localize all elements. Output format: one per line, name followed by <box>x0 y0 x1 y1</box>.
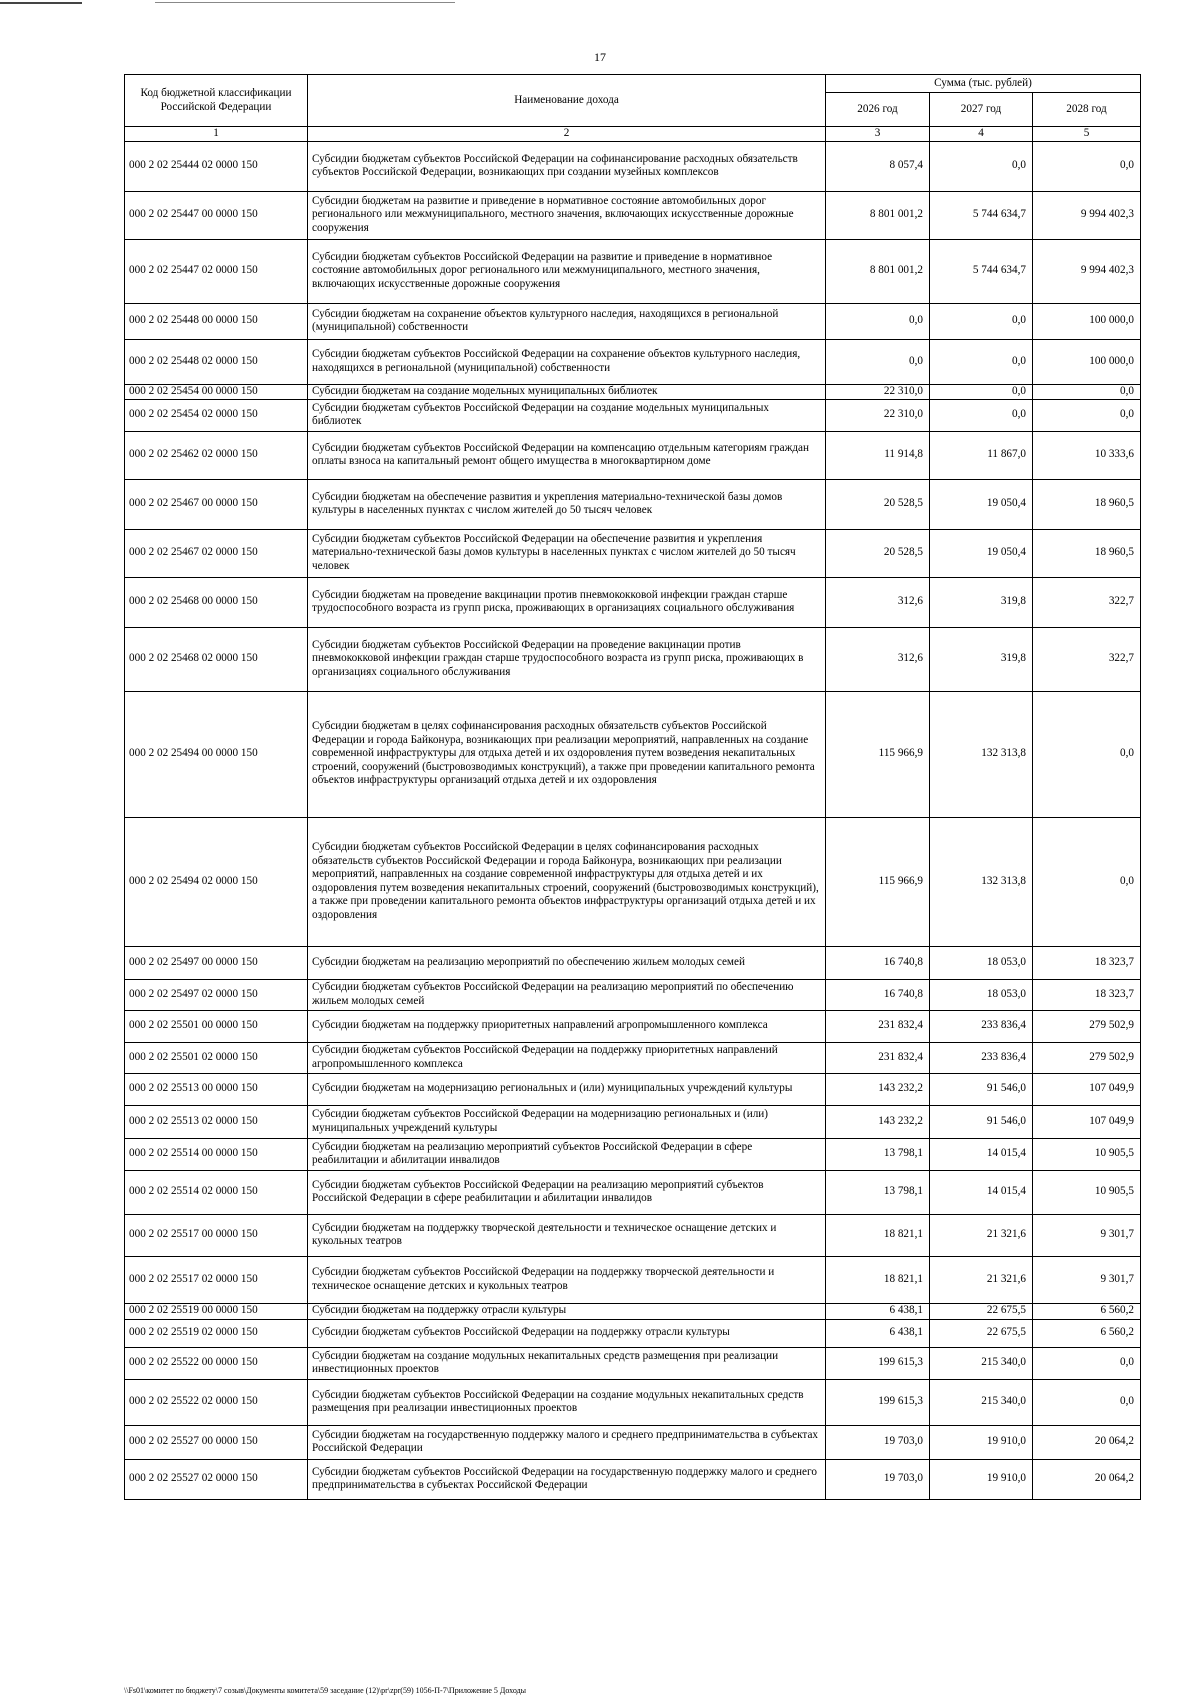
header-year-2028: 2028 год <box>1033 93 1141 127</box>
table-row <box>125 1379 1141 1425</box>
value-2028-cell: 100 000,0 <box>1033 339 1141 384</box>
name-cell: Субсидии бюджетам субъектов Российской Федерации на сохранение объектов культурного наследия, находящихся в региональной (муниципальной) собственности <box>308 339 826 384</box>
code-cell: 000 2 02 25514 00 0000 150 <box>125 1138 308 1170</box>
scan-artifact-top-2 <box>155 2 455 3</box>
value-2028-cell: 10 905,5 <box>1033 1170 1141 1214</box>
code-cell: 000 2 02 25519 02 0000 150 <box>125 1319 308 1347</box>
value-2026-cell: 0,0 <box>826 303 930 339</box>
table-row <box>125 627 1141 691</box>
code-cell: 000 2 02 25462 02 0000 150 <box>125 431 308 479</box>
table-row <box>125 1319 1141 1347</box>
value-2027-cell: 233 836,4 <box>930 1010 1033 1042</box>
value-2027-cell: 19 050,4 <box>930 529 1033 577</box>
name-cell: Субсидии бюджетам субъектов Российской Федерации на создание модульных некапитальных средств размещения при реализации инвестиционных проектов <box>308 1379 826 1425</box>
value-2026-cell: 16 740,8 <box>826 979 930 1010</box>
name-cell: Субсидии бюджетам на создание модульных некапитальных средств размещения при реализации инвестиционных проектов <box>308 1347 826 1379</box>
value-2028-cell: 0,0 <box>1033 1379 1141 1425</box>
value-2026-cell: 231 832,4 <box>826 1010 930 1042</box>
header-year-2026: 2026 год <box>826 93 930 127</box>
code-cell: 000 2 02 25501 00 0000 150 <box>125 1010 308 1042</box>
value-2026-cell: 11 914,8 <box>826 431 930 479</box>
name-cell: Субсидии бюджетам субъектов Российской Федерации на модернизацию региональных и (или) муниципальных учреждений культуры <box>308 1105 826 1138</box>
table-row <box>125 1425 1141 1459</box>
code-cell: 000 2 02 25497 00 0000 150 <box>125 946 308 979</box>
value-2028-cell: 18 323,7 <box>1033 979 1141 1010</box>
value-2026-cell: 13 798,1 <box>826 1138 930 1170</box>
code-cell: 000 2 02 25522 02 0000 150 <box>125 1379 308 1425</box>
value-2027-cell: 91 546,0 <box>930 1073 1033 1105</box>
value-2028-cell: 10 905,5 <box>1033 1138 1141 1170</box>
table-row <box>125 691 1141 817</box>
table-row <box>125 1042 1141 1073</box>
value-2028-cell: 9 994 402,3 <box>1033 191 1141 239</box>
name-cell: Субсидии бюджетам на реализацию мероприятий субъектов Российской Федерации в сфере реабилитации и абилитации инвалидов <box>308 1138 826 1170</box>
name-cell: Субсидии бюджетам субъектов Российской Федерации на поддержку отрасли культуры <box>308 1319 826 1347</box>
value-2026-cell: 6 438,1 <box>826 1319 930 1347</box>
table-row <box>125 577 1141 627</box>
table-row <box>125 339 1141 384</box>
name-cell: Субсидии бюджетам субъектов Российской Федерации на проведение вакцинации против пневмококковой инфекции граждан старше трудоспособного возраста из групп риска, проживающих в организациях социального обслуживания <box>308 627 826 691</box>
code-cell: 000 2 02 25522 00 0000 150 <box>125 1347 308 1379</box>
header-year-2027: 2027 год <box>930 93 1033 127</box>
code-cell: 000 2 02 25468 02 0000 150 <box>125 627 308 691</box>
page-number: 17 <box>594 50 606 64</box>
value-2028-cell: 322,7 <box>1033 577 1141 627</box>
value-2026-cell: 19 703,0 <box>826 1459 930 1499</box>
value-2027-cell: 132 313,8 <box>930 817 1033 946</box>
table-row <box>125 1138 1141 1170</box>
value-2027-cell: 132 313,8 <box>930 691 1033 817</box>
value-2027-cell: 21 321,6 <box>930 1256 1033 1303</box>
code-cell: 000 2 02 25468 00 0000 150 <box>125 577 308 627</box>
table-row <box>125 817 1141 946</box>
header-code: Код бюджетной классификации Российской Федерации <box>125 75 308 127</box>
table-row <box>125 239 1141 303</box>
table-row <box>125 1170 1141 1214</box>
table-row <box>125 1073 1141 1105</box>
name-cell: Субсидии бюджетам на модернизацию региональных и (или) муниципальных учреждений культуры <box>308 1073 826 1105</box>
code-cell: 000 2 02 25501 02 0000 150 <box>125 1042 308 1073</box>
name-cell: Субсидии бюджетам на сохранение объектов культурного наследия, находящихся в региональной (муниципальной) собственности <box>308 303 826 339</box>
column-number: 2 <box>308 127 826 142</box>
value-2027-cell: 5 744 634,7 <box>930 191 1033 239</box>
value-2027-cell: 22 675,5 <box>930 1319 1033 1347</box>
value-2026-cell: 18 821,1 <box>826 1256 930 1303</box>
value-2028-cell: 6 560,2 <box>1033 1303 1141 1319</box>
code-cell: 000 2 02 25467 02 0000 150 <box>125 529 308 577</box>
code-cell: 000 2 02 25467 00 0000 150 <box>125 479 308 529</box>
name-cell: Субсидии бюджетам на государственную поддержку малого и среднего предпринимательства в субъектах Российской Федерации <box>308 1425 826 1459</box>
header-sum: Сумма (тыс. рублей) <box>826 75 1141 93</box>
table-row <box>125 431 1141 479</box>
value-2026-cell: 8 057,4 <box>826 141 930 191</box>
header-name: Наименование дохода <box>308 75 826 127</box>
code-cell: 000 2 02 25513 02 0000 150 <box>125 1105 308 1138</box>
value-2027-cell: 0,0 <box>930 303 1033 339</box>
name-cell: Субсидии бюджетам на реализацию мероприятий по обеспечению жильем молодых семей <box>308 946 826 979</box>
table-row <box>125 1303 1141 1319</box>
value-2026-cell: 20 528,5 <box>826 479 930 529</box>
value-2028-cell: 0,0 <box>1033 384 1141 399</box>
value-2026-cell: 18 821,1 <box>826 1214 930 1256</box>
value-2028-cell: 9 301,7 <box>1033 1256 1141 1303</box>
code-cell: 000 2 02 25494 00 0000 150 <box>125 691 308 817</box>
value-2027-cell: 215 340,0 <box>930 1379 1033 1425</box>
column-number: 5 <box>1033 127 1141 142</box>
value-2027-cell: 319,8 <box>930 577 1033 627</box>
value-2026-cell: 115 966,9 <box>826 691 930 817</box>
value-2027-cell: 22 675,5 <box>930 1303 1033 1319</box>
value-2026-cell: 22 310,0 <box>826 399 930 431</box>
table-row <box>125 1256 1141 1303</box>
value-2026-cell: 8 801 001,2 <box>826 239 930 303</box>
code-cell: 000 2 02 25494 02 0000 150 <box>125 817 308 946</box>
name-cell: Субсидии бюджетам на поддержку отрасли культуры <box>308 1303 826 1319</box>
name-cell: Субсидии бюджетам в целях софинансирования расходных обязательств субъектов Российской Федерации и города Байконура, возникающих при реализации мероприятий, направленных на создание современной инфраструктуры для отдыха детей и их оздоровления путем возведения некапитальных строений, сооружений (быстровозводимых конструкций), а также при проведении капитального ремонта объектов инфраструктуры организаций отдыха детей и их оздоровления <box>308 691 826 817</box>
table-row <box>125 979 1141 1010</box>
code-cell: 000 2 02 25517 00 0000 150 <box>125 1214 308 1256</box>
code-cell: 000 2 02 25497 02 0000 150 <box>125 979 308 1010</box>
value-2026-cell: 143 232,2 <box>826 1073 930 1105</box>
value-2027-cell: 0,0 <box>930 339 1033 384</box>
table-row <box>125 479 1141 529</box>
table-row <box>125 191 1141 239</box>
value-2027-cell: 215 340,0 <box>930 1347 1033 1379</box>
value-2028-cell: 279 502,9 <box>1033 1042 1141 1073</box>
code-cell: 000 2 02 25513 00 0000 150 <box>125 1073 308 1105</box>
name-cell: Субсидии бюджетам на создание модельных муниципальных библиотек <box>308 384 826 399</box>
column-number: 3 <box>826 127 930 142</box>
name-cell: Субсидии бюджетам на поддержку приоритетных направлений агропромышленного комплекса <box>308 1010 826 1042</box>
value-2026-cell: 8 801 001,2 <box>826 191 930 239</box>
code-cell: 000 2 02 25454 02 0000 150 <box>125 399 308 431</box>
value-2028-cell: 20 064,2 <box>1033 1425 1141 1459</box>
code-cell: 000 2 02 25517 02 0000 150 <box>125 1256 308 1303</box>
value-2027-cell: 5 744 634,7 <box>930 239 1033 303</box>
name-cell: Субсидии бюджетам субъектов Российской Федерации на софинансирование расходных обязательств субъектов Российской Федерации, возникающих при создании музейных комплексов <box>308 141 826 191</box>
code-cell: 000 2 02 25447 00 0000 150 <box>125 191 308 239</box>
code-cell: 000 2 02 25444 02 0000 150 <box>125 141 308 191</box>
code-cell: 000 2 02 25448 00 0000 150 <box>125 303 308 339</box>
code-cell: 000 2 02 25527 02 0000 150 <box>125 1459 308 1499</box>
name-cell: Субсидии бюджетам на обеспечение развития и укрепления материально-технической базы домов культуры в населенных пунктах с числом жителей до 50 тысяч человек <box>308 479 826 529</box>
value-2028-cell: 279 502,9 <box>1033 1010 1141 1042</box>
table-row <box>125 1105 1141 1138</box>
name-cell: Субсидии бюджетам субъектов Российской Федерации на реализацию мероприятий по обеспечению жильем молодых семей <box>308 979 826 1010</box>
value-2028-cell: 6 560,2 <box>1033 1319 1141 1347</box>
footer-file-path: \\Fs01\комитет по бюджету\7 созыв\Документы комитета\59 заседание (12)\pr\zpr(59) 1056-П-7\Приложение 5 Доходы <box>124 1686 527 1695</box>
code-cell: 000 2 02 25454 00 0000 150 <box>125 384 308 399</box>
value-2026-cell: 143 232,2 <box>826 1105 930 1138</box>
value-2028-cell: 18 960,5 <box>1033 529 1141 577</box>
value-2026-cell: 16 740,8 <box>826 946 930 979</box>
table-row <box>125 1214 1141 1256</box>
table-row <box>125 399 1141 431</box>
name-cell: Субсидии бюджетам субъектов Российской Федерации на развитие и приведение в нормативное состояние автомобильных дорог регионального или межмуниципального, местного значения, включающих искусственные дорожные сооружения <box>308 239 826 303</box>
value-2028-cell: 0,0 <box>1033 399 1141 431</box>
value-2027-cell: 319,8 <box>930 627 1033 691</box>
value-2026-cell: 199 615,3 <box>826 1347 930 1379</box>
value-2028-cell: 0,0 <box>1033 1347 1141 1379</box>
value-2028-cell: 10 333,6 <box>1033 431 1141 479</box>
value-2027-cell: 19 910,0 <box>930 1459 1033 1499</box>
value-2028-cell: 0,0 <box>1033 691 1141 817</box>
value-2027-cell: 0,0 <box>930 384 1033 399</box>
value-2028-cell: 322,7 <box>1033 627 1141 691</box>
value-2027-cell: 11 867,0 <box>930 431 1033 479</box>
scan-artifact-top <box>0 2 82 4</box>
value-2026-cell: 19 703,0 <box>826 1425 930 1459</box>
value-2028-cell: 18 960,5 <box>1033 479 1141 529</box>
value-2026-cell: 231 832,4 <box>826 1042 930 1073</box>
table-row <box>125 303 1141 339</box>
name-cell: Субсидии бюджетам на развитие и приведение в нормативное состояние автомобильных дорог регионального или межмуниципального, местного значения, включающих искусственные дорожные сооружения <box>308 191 826 239</box>
table-body <box>125 141 1141 1499</box>
value-2027-cell: 19 910,0 <box>930 1425 1033 1459</box>
column-number: 1 <box>125 127 308 142</box>
name-cell: Субсидии бюджетам субъектов Российской Федерации на реализацию мероприятий субъектов Российской Федерации в сфере реабилитации и абилитации инвалидов <box>308 1170 826 1214</box>
value-2027-cell: 233 836,4 <box>930 1042 1033 1073</box>
value-2027-cell: 18 053,0 <box>930 979 1033 1010</box>
value-2026-cell: 312,6 <box>826 627 930 691</box>
column-number: 4 <box>930 127 1033 142</box>
value-2027-cell: 19 050,4 <box>930 479 1033 529</box>
value-2026-cell: 13 798,1 <box>826 1170 930 1214</box>
table-row <box>125 1459 1141 1499</box>
value-2026-cell: 115 966,9 <box>826 817 930 946</box>
table-row <box>125 1347 1141 1379</box>
value-2027-cell: 14 015,4 <box>930 1138 1033 1170</box>
value-2027-cell: 91 546,0 <box>930 1105 1033 1138</box>
name-cell: Субсидии бюджетам субъектов Российской Федерации на обеспечение развития и укрепления материально-технической базы домов культуры в населенных пунктах с числом жителей до 50 тысяч человек <box>308 529 826 577</box>
name-cell: Субсидии бюджетам субъектов Российской Федерации на создание модельных муниципальных библиотек <box>308 399 826 431</box>
table-row <box>125 946 1141 979</box>
value-2028-cell: 20 064,2 <box>1033 1459 1141 1499</box>
value-2027-cell: 18 053,0 <box>930 946 1033 979</box>
value-2028-cell: 107 049,9 <box>1033 1105 1141 1138</box>
code-cell: 000 2 02 25447 02 0000 150 <box>125 239 308 303</box>
table-row <box>125 529 1141 577</box>
value-2026-cell: 22 310,0 <box>826 384 930 399</box>
table-row <box>125 384 1141 399</box>
name-cell: Субсидии бюджетам субъектов Российской Федерации на поддержку приоритетных направлений агропромышленного комплекса <box>308 1042 826 1073</box>
value-2027-cell: 14 015,4 <box>930 1170 1033 1214</box>
value-2027-cell: 0,0 <box>930 399 1033 431</box>
value-2026-cell: 312,6 <box>826 577 930 627</box>
code-cell: 000 2 02 25448 02 0000 150 <box>125 339 308 384</box>
value-2028-cell: 0,0 <box>1033 817 1141 946</box>
revenue-table <box>124 74 1141 1500</box>
value-2028-cell: 9 994 402,3 <box>1033 239 1141 303</box>
code-cell: 000 2 02 25514 02 0000 150 <box>125 1170 308 1214</box>
name-cell: Субсидии бюджетам субъектов Российской Федерации в целях софинансирования расходных обязательств субъектов Российской Федерации и города Байконура, возникающих при реализации мероприятий, направленных на создание современной инфраструктуры для отдыха детей и их оздоровления путем возведения некапитальных строений, сооружений (быстровозводимых конструкций), а также при проведении капитального ремонта объектов инфраструктуры организаций отдыха детей и их оздоровления <box>308 817 826 946</box>
value-2026-cell: 0,0 <box>826 339 930 384</box>
value-2026-cell: 6 438,1 <box>826 1303 930 1319</box>
table-row <box>125 141 1141 191</box>
value-2027-cell: 0,0 <box>930 141 1033 191</box>
name-cell: Субсидии бюджетам субъектов Российской Федерации на государственную поддержку малого и среднего предпринимательства в субъектах Российской Федерации <box>308 1459 826 1499</box>
value-2026-cell: 199 615,3 <box>826 1379 930 1425</box>
name-cell: Субсидии бюджетам субъектов Российской Федерации на поддержку творческой деятельности и техническое оснащение детских и кукольных театров <box>308 1256 826 1303</box>
value-2028-cell: 107 049,9 <box>1033 1073 1141 1105</box>
name-cell: Субсидии бюджетам на поддержку творческой деятельности и техническое оснащение детских и кукольных театров <box>308 1214 826 1256</box>
value-2028-cell: 18 323,7 <box>1033 946 1141 979</box>
value-2028-cell: 9 301,7 <box>1033 1214 1141 1256</box>
value-2028-cell: 0,0 <box>1033 141 1141 191</box>
value-2027-cell: 21 321,6 <box>930 1214 1033 1256</box>
table-row <box>125 1010 1141 1042</box>
name-cell: Субсидии бюджетам на проведение вакцинации против пневмококковой инфекции граждан старше трудоспособного возраста из групп риска, проживающих в организациях социального обслуживания <box>308 577 826 627</box>
name-cell: Субсидии бюджетам субъектов Российской Федерации на компенсацию отдельным категориям граждан оплаты взноса на капитальный ремонт общего имущества в многоквартирном доме <box>308 431 826 479</box>
code-cell: 000 2 02 25527 00 0000 150 <box>125 1425 308 1459</box>
code-cell: 000 2 02 25519 00 0000 150 <box>125 1303 308 1319</box>
value-2028-cell: 100 000,0 <box>1033 303 1141 339</box>
value-2026-cell: 20 528,5 <box>826 529 930 577</box>
